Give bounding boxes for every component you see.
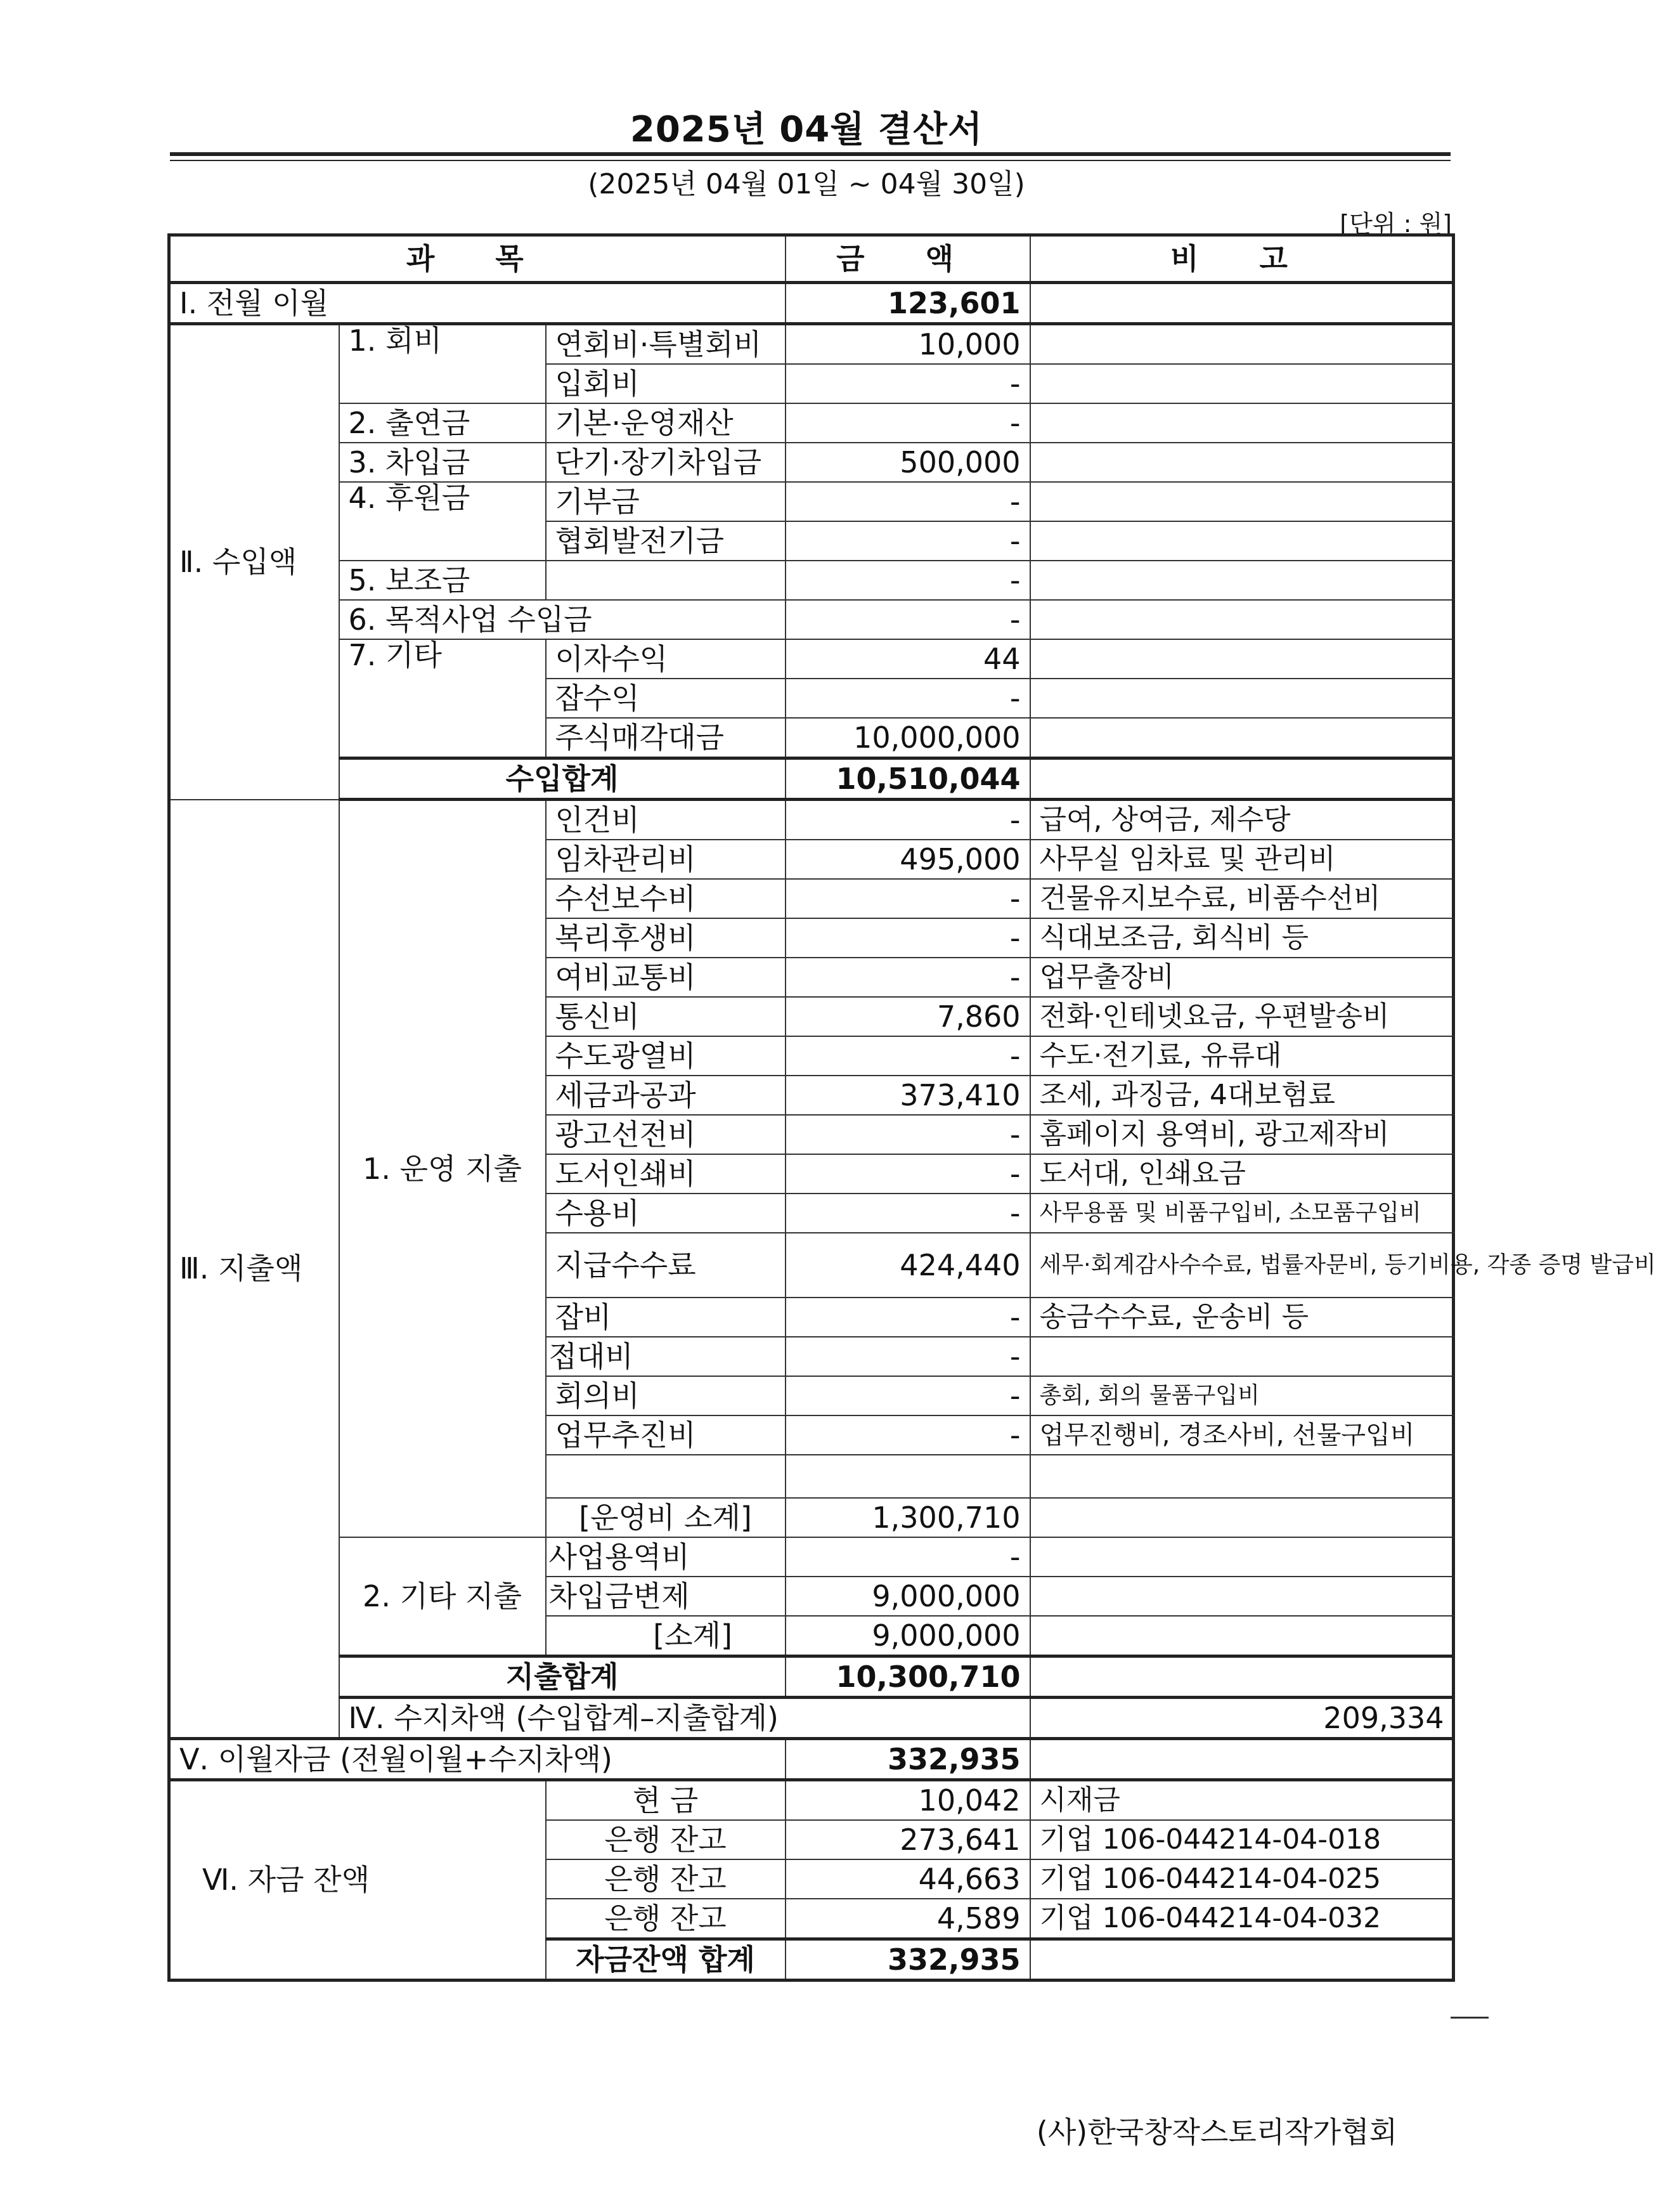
expense-subitem: 업무추진비 [546, 1415, 786, 1455]
income-section-label: Ⅱ. 수입액 [169, 324, 339, 800]
income-subitem: 단기·장기차입금 [546, 443, 786, 482]
header-row [169, 235, 1454, 283]
expense-remark: 총회, 회의 물품구입비 [1030, 1376, 1454, 1415]
expense-subitem: 임차관리비 [546, 840, 786, 879]
table-row [169, 561, 1454, 600]
table-row [169, 800, 1454, 840]
carryover-row [169, 283, 1454, 324]
table-row [169, 600, 1454, 639]
expense-subitem: 잡비 [546, 1298, 786, 1337]
balance-row [169, 1698, 1454, 1739]
income-subitem: 주식매각대금 [546, 718, 786, 758]
funds-amount: 273,641 [786, 1820, 1030, 1859]
expense-subitem: 세금과공과 [546, 1076, 786, 1115]
income-total-amount: 10,510,044 [786, 758, 1030, 800]
expense-total-amount: 10,300,710 [786, 1656, 1030, 1698]
income-amount: - [786, 403, 1030, 443]
income-amount: - [786, 561, 1030, 600]
other-expense-label: 2. 기타 지출 [339, 1537, 546, 1656]
income-amount: - [786, 600, 1030, 639]
other-subtotal-label: [소계] [546, 1616, 786, 1656]
income-category: 4. 후원금 [339, 482, 546, 561]
income-remark [1030, 443, 1454, 482]
expense-amount: 373,410 [786, 1076, 1030, 1115]
header-remark: 비 고 [1030, 235, 1454, 283]
period: (2025년 04월 01일 ~ 04월 30일) [588, 168, 1025, 200]
expense-total-remark [1030, 1656, 1454, 1698]
carryover-remark [1030, 283, 1454, 324]
expense-total-label: 지출합계 [339, 1656, 786, 1698]
expense-subitem: 회의비 [546, 1376, 786, 1415]
expense-remark: 식대보조금, 회식비 등 [1030, 918, 1454, 958]
expense-amount: - [786, 1298, 1030, 1337]
funds-subitem: 현 금 [546, 1780, 786, 1821]
income-subitem: 협회발전기금 [546, 521, 786, 561]
expense-amount: - [786, 800, 1030, 840]
expense-amount: - [786, 1115, 1030, 1154]
expense-remark: 도서대, 인쇄요금 [1030, 1154, 1454, 1194]
income-subitem: 이자수익 [546, 639, 786, 679]
expense-subitem: 접대비 [546, 1337, 786, 1376]
expense-subitem: 수용비 [546, 1194, 786, 1233]
expense-amount: 495,000 [786, 840, 1030, 879]
income-remark [1030, 482, 1454, 521]
carryforward-label: Ⅴ. 이월자금 (전월이월+수지차액) [169, 1739, 786, 1780]
expense-amount: - [786, 1376, 1030, 1415]
income-remark [1030, 521, 1454, 561]
funds-total-remark [1030, 1939, 1454, 1981]
income-amount: - [786, 482, 1030, 521]
expense-amount: - [786, 1537, 1030, 1577]
income-subitem: 잡수익 [546, 679, 786, 718]
expense-subitem: 수선보수비 [546, 879, 786, 918]
income-remark [1030, 561, 1454, 600]
table-row [169, 1537, 1454, 1577]
income-remark [1030, 403, 1454, 443]
table-row [169, 443, 1454, 482]
expense-subitem: 광고선전비 [546, 1115, 786, 1154]
expense-subitem: 수도광열비 [546, 1036, 786, 1076]
income-amount: 10,000 [786, 324, 1030, 365]
income-subitem: 연회비·특별회비 [546, 324, 786, 365]
funds-total-label: 자금잔액 합계 [546, 1939, 786, 1981]
income-amount: - [786, 521, 1030, 561]
income-remark [1030, 600, 1454, 639]
expense-amount: - [786, 1415, 1030, 1455]
income-total-row [169, 758, 1454, 800]
operating-expense-label: 1. 운영 지출 [339, 800, 546, 1538]
income-amount: 500,000 [786, 443, 1030, 482]
table-row [169, 403, 1454, 443]
expense-amount: - [786, 879, 1030, 918]
funds-amount: 44,663 [786, 1859, 1030, 1899]
table-row [169, 1780, 1454, 1821]
funds-amount: 10,042 [786, 1780, 1030, 1821]
table-row [169, 324, 1454, 365]
expense-subitem: 인건비 [546, 800, 786, 840]
income-amount: 10,000,000 [786, 718, 1030, 758]
income-amount: 44 [786, 639, 1030, 679]
empty-cell [786, 1455, 1030, 1498]
expense-amount: 7,860 [786, 997, 1030, 1036]
income-category: 2. 출연금 [339, 403, 546, 443]
income-total-label: 수입합계 [339, 758, 786, 800]
expense-remark: 수도·전기료, 유류대 [1030, 1036, 1454, 1076]
expense-total-row [169, 1656, 1454, 1698]
balance-label: Ⅳ. 수지차액 (수입합계–지출합계) [339, 1698, 1030, 1739]
expense-remark [1030, 1537, 1454, 1577]
income-category: 1. 회비 [339, 324, 546, 404]
empty-cell [546, 1455, 786, 1498]
income-category: 3. 차입금 [339, 443, 546, 482]
header-subject: 과 목 [169, 235, 786, 283]
header-amount: 금 액 [786, 235, 1030, 283]
funds-subitem: 은행 잔고 [546, 1859, 786, 1899]
income-subitem [546, 561, 786, 600]
expense-remark: 급여, 상여금, 제수당 [1030, 800, 1454, 840]
expense-amount: - [786, 958, 1030, 997]
expense-subitem: 지급수수료 [546, 1233, 786, 1298]
income-remark [1030, 639, 1454, 679]
carryforward-row [169, 1739, 1454, 1780]
expense-remark: 사무용품 및 비품구입비, 소모품구입비 [1030, 1194, 1454, 1233]
expense-remark: 전화·인테넷요금, 우편발송비 [1030, 997, 1454, 1036]
table-row [169, 639, 1454, 679]
expense-amount: - [786, 1194, 1030, 1233]
income-category: 5. 보조금 [339, 561, 546, 600]
expense-subitem: 사업용역비 [546, 1537, 786, 1577]
balance-amount: 209,334 [1030, 1698, 1454, 1739]
expense-remark: 세무·회계감사수수료, 법률자문비, 등기비용, 각종 증명 발급비 [1030, 1233, 1454, 1298]
income-amount: - [786, 364, 1030, 403]
income-remark [1030, 324, 1454, 365]
funds-amount: 4,589 [786, 1899, 1030, 1939]
income-total-remark [1030, 758, 1454, 800]
title-rule [170, 152, 1451, 156]
carryover-label: Ⅰ. 전월 이월 [169, 283, 786, 324]
expense-amount: - [786, 1154, 1030, 1194]
ledger-table [167, 233, 1656, 1982]
expense-remark: 건물유지보수료, 비품수선비 [1030, 879, 1454, 918]
income-remark [1030, 718, 1454, 758]
expense-remark [1030, 1337, 1454, 1376]
expense-amount: - [786, 1337, 1030, 1376]
funds-subitem: 은행 잔고 [546, 1899, 786, 1939]
funds-section-label: Ⅵ. 자금 잔액 [169, 1780, 546, 1981]
expense-remark: 조세, 과징금, 4대보험료 [1030, 1076, 1454, 1115]
other-subtotal-remark [1030, 1616, 1454, 1656]
expense-subitem: 차입금변제 [546, 1577, 786, 1616]
funds-total-amount: 332,935 [786, 1939, 1030, 1981]
funds-remark: 기업 106-044214-04-025 [1030, 1859, 1454, 1899]
income-subitem: 기본·운영재산 [546, 403, 786, 443]
empty-cell [1030, 1455, 1454, 1498]
expense-remark: 홈페이지 용역비, 광고제작비 [1030, 1115, 1454, 1154]
carryforward-amount: 332,935 [786, 1739, 1030, 1780]
organization-name: (사)한국창작스토리작가협회 [1036, 2115, 1397, 2149]
expense-section-label: Ⅲ. 지출액 [169, 800, 339, 1739]
expense-subitem: 복리후생비 [546, 918, 786, 958]
income-category: 7. 기타 [339, 639, 546, 758]
unit-label: [단위 : 원] [1340, 210, 1452, 238]
expense-amount: - [786, 918, 1030, 958]
expense-remark: 업무진행비, 경조사비, 선물구입비 [1030, 1415, 1454, 1455]
table-row [169, 482, 1454, 521]
funds-remark: 기업 106-044214-04-032 [1030, 1899, 1454, 1939]
income-category: 6. 목적사업 수입금 [339, 600, 786, 639]
margin-mark [1451, 2017, 1489, 2019]
expense-remark: 업무출장비 [1030, 958, 1454, 997]
document-title: 2025년 04월 결산서 [630, 109, 983, 150]
other-subtotal-amount: 9,000,000 [786, 1616, 1030, 1656]
operating-subtotal-amount: 1,300,710 [786, 1498, 1030, 1537]
funds-remark: 시재금 [1030, 1780, 1454, 1821]
income-remark [1030, 679, 1454, 718]
expense-remark: 사무실 임차료 및 관리비 [1030, 840, 1454, 879]
expense-subitem: 통신비 [546, 997, 786, 1036]
expense-subitem: 도서인쇄비 [546, 1154, 786, 1194]
expense-amount: - [786, 1036, 1030, 1076]
operating-subtotal-remark [1030, 1498, 1454, 1537]
funds-subitem: 은행 잔고 [546, 1820, 786, 1859]
expense-remark [1030, 1577, 1454, 1616]
income-subitem: 기부금 [546, 482, 786, 521]
expense-amount: 9,000,000 [786, 1577, 1030, 1616]
expense-subitem: 여비교통비 [546, 958, 786, 997]
operating-subtotal-label: [운영비 소계] [546, 1498, 786, 1537]
income-remark [1030, 364, 1454, 403]
expense-amount: 424,440 [786, 1233, 1030, 1298]
funds-remark: 기업 106-044214-04-018 [1030, 1820, 1454, 1859]
income-amount: - [786, 679, 1030, 718]
expense-remark: 송금수수료, 운송비 등 [1030, 1298, 1454, 1337]
income-subitem: 입회비 [546, 364, 786, 403]
carryover-amount: 123,601 [786, 283, 1030, 324]
carryforward-remark [1030, 1739, 1454, 1780]
